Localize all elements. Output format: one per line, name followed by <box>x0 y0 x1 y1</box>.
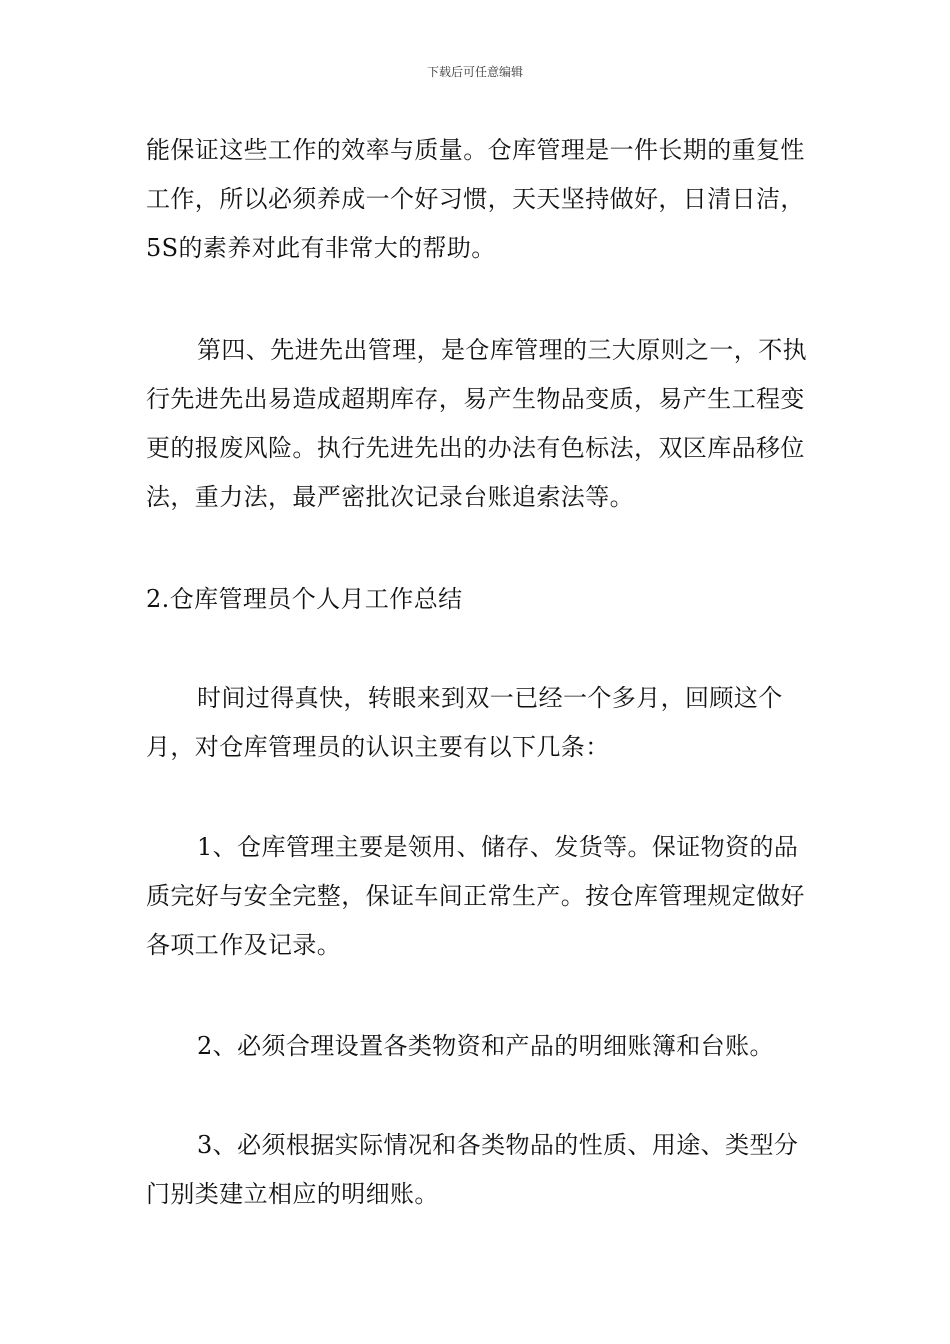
paragraph-fifo-management: 第四、先进先出管理，是仓库管理的三大原则之一，不执行先进先出易造成超期库存，易产生物品变质，易产生工程变更的报废风险。执行先进先出的办法有色标法，双区库品移位法，重力法，最严密批次记录台账追索法等。 <box>146 336 807 511</box>
paragraph-continuation: 能保证这些工作的效率与质量。仓库管理是一件长期的重复性工作，所以必须养成一个好习惯，天天坚持做好，日清日洁，5S的素养对此有非常大的帮助。 <box>146 136 805 262</box>
paragraph-intro: 时间过得真快，转眼来到双一已经一个多月，回顾这个月，对仓库管理员的认识主要有以下几条： <box>146 684 783 761</box>
section-heading: 2.仓库管理员个人月工作总结 <box>146 585 463 613</box>
paragraph-item-1: 1、仓库管理主要是领用、储存、发货等。保证物资的品质完好与安全完整，保证车间正常生产。按仓库管理规定做好各项工作及记录。 <box>146 833 805 959</box>
page-header: 下载后可任意编辑 <box>426 65 523 79</box>
paragraph-item-2: 2、必须合理设置各类物资和产品的明细账簿和台账。 <box>197 1032 774 1060</box>
paragraph-item-3: 3、必须根据实际情况和各类物品的性质、用途、类型分门别类建立相应的明细账。 <box>146 1131 799 1208</box>
